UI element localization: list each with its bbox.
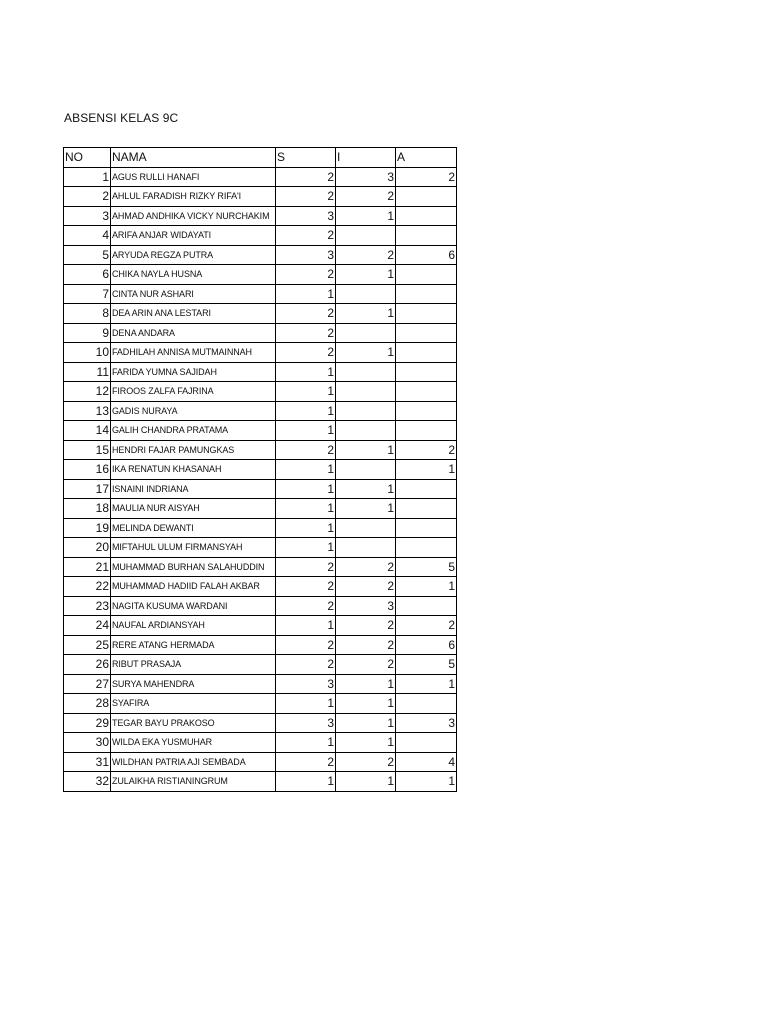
table-row: [64, 382, 457, 402]
permission-count: 2: [336, 187, 396, 207]
header-sick: S: [276, 148, 336, 168]
student-name: CINTA NUR ASHARI: [111, 284, 276, 304]
student-name: ARIFA ANJAR WIDAYATI: [111, 226, 276, 246]
absent-count: 1: [396, 772, 457, 792]
table-row: [64, 245, 457, 265]
absent-count: 2: [396, 616, 457, 636]
row-number: 25: [64, 635, 111, 655]
row-number: 3: [64, 206, 111, 226]
row-number: 2: [64, 187, 111, 207]
absent-count: 6: [396, 635, 457, 655]
absent-count: [396, 694, 457, 714]
table-row: [64, 772, 457, 792]
row-number: 24: [64, 616, 111, 636]
absent-count: [396, 479, 457, 499]
table-row: [64, 343, 457, 363]
student-name: HENDRI FAJAR PAMUNGKAS: [111, 440, 276, 460]
row-number: 4: [64, 226, 111, 246]
permission-count: 1: [336, 772, 396, 792]
permission-count: 1: [336, 206, 396, 226]
sick-count: 1: [276, 284, 336, 304]
table-row: [64, 167, 457, 187]
absent-count: [396, 323, 457, 343]
table-row: [64, 479, 457, 499]
sick-count: 2: [276, 323, 336, 343]
student-name: WILDHAN PATRIA AJI SEMBADA: [111, 752, 276, 772]
table-row: [64, 635, 457, 655]
header-name: NAMA: [111, 148, 276, 168]
permission-count: [336, 421, 396, 441]
header-row: [64, 148, 457, 168]
table-row: [64, 557, 457, 577]
table-row: [64, 577, 457, 597]
row-number: 8: [64, 304, 111, 324]
permission-count: 2: [336, 616, 396, 636]
sick-count: 2: [276, 304, 336, 324]
permission-count: [336, 284, 396, 304]
sick-count: 1: [276, 499, 336, 519]
row-number: 29: [64, 713, 111, 733]
sick-count: 2: [276, 557, 336, 577]
student-name: MUHAMMAD BURHAN SALAHUDDIN: [111, 557, 276, 577]
absent-count: [396, 304, 457, 324]
student-name: ISNAINI INDRIANA: [111, 479, 276, 499]
table-row: [64, 674, 457, 694]
row-number: 12: [64, 382, 111, 402]
header-absent: A: [396, 148, 457, 168]
absent-count: 1: [396, 577, 457, 597]
row-number: 21: [64, 557, 111, 577]
permission-count: [336, 382, 396, 402]
absent-count: 3: [396, 713, 457, 733]
sick-count: 3: [276, 245, 336, 265]
student-name: NAGITA KUSUMA WARDANI: [111, 596, 276, 616]
student-name: FIROOS ZALFA FAJRINA: [111, 382, 276, 402]
student-name: GALIH CHANDRA PRATAMA: [111, 421, 276, 441]
row-number: 7: [64, 284, 111, 304]
sick-count: 1: [276, 733, 336, 753]
row-number: 6: [64, 265, 111, 285]
table-row: [64, 440, 457, 460]
table-row: [64, 401, 457, 421]
permission-count: 2: [336, 577, 396, 597]
permission-count: [336, 226, 396, 246]
student-name: RERE ATANG HERMADA: [111, 635, 276, 655]
sick-count: 3: [276, 713, 336, 733]
row-number: 11: [64, 362, 111, 382]
table-row: [64, 187, 457, 207]
absent-count: [396, 226, 457, 246]
table-row: [64, 733, 457, 753]
permission-count: [336, 362, 396, 382]
sick-count: 2: [276, 440, 336, 460]
sick-count: 3: [276, 674, 336, 694]
table-row: [64, 304, 457, 324]
absent-count: 5: [396, 655, 457, 675]
student-name: MAULIA NUR AISYAH: [111, 499, 276, 519]
permission-count: 1: [336, 674, 396, 694]
row-number: 13: [64, 401, 111, 421]
sick-count: 2: [276, 655, 336, 675]
row-number: 17: [64, 479, 111, 499]
permission-count: 1: [336, 499, 396, 519]
student-name: WILDA EKA YUSMUHAR: [111, 733, 276, 753]
absent-count: [396, 596, 457, 616]
absent-count: [396, 518, 457, 538]
sick-count: 1: [276, 401, 336, 421]
table-row: [64, 655, 457, 675]
permission-count: 2: [336, 655, 396, 675]
student-name: RIBUT PRASAJA: [111, 655, 276, 675]
sick-count: 1: [276, 382, 336, 402]
absent-count: [396, 401, 457, 421]
row-number: 28: [64, 694, 111, 714]
table-row: [64, 284, 457, 304]
student-name: DENA ANDARA: [111, 323, 276, 343]
table-row: [64, 206, 457, 226]
absent-count: [396, 265, 457, 285]
row-number: 10: [64, 343, 111, 363]
sick-count: 2: [276, 226, 336, 246]
row-number: 1: [64, 167, 111, 187]
permission-count: [336, 323, 396, 343]
absent-count: [396, 538, 457, 558]
row-number: 15: [64, 440, 111, 460]
student-name: NAUFAL ARDIANSYAH: [111, 616, 276, 636]
sick-count: 1: [276, 518, 336, 538]
permission-count: 1: [336, 694, 396, 714]
table-row: [64, 499, 457, 519]
header-permission: I: [336, 148, 396, 168]
sick-count: 1: [276, 460, 336, 480]
student-name: FARIDA YUMNA SAJIDAH: [111, 362, 276, 382]
permission-count: 2: [336, 557, 396, 577]
table-row: [64, 518, 457, 538]
permission-count: 1: [336, 733, 396, 753]
sick-count: 1: [276, 538, 336, 558]
permission-count: 2: [336, 752, 396, 772]
table-row: [64, 362, 457, 382]
permission-count: 1: [336, 479, 396, 499]
absent-count: 2: [396, 440, 457, 460]
sick-count: 2: [276, 265, 336, 285]
table-row: [64, 616, 457, 636]
sick-count: 2: [276, 343, 336, 363]
permission-count: [336, 518, 396, 538]
row-number: 27: [64, 674, 111, 694]
absent-count: [396, 362, 457, 382]
permission-count: [336, 460, 396, 480]
permission-count: 2: [336, 245, 396, 265]
absent-count: 6: [396, 245, 457, 265]
sick-count: 2: [276, 577, 336, 597]
student-name: DEA ARIN ANA LESTARI: [111, 304, 276, 324]
permission-count: [336, 538, 396, 558]
absent-count: 2: [396, 167, 457, 187]
row-number: 20: [64, 538, 111, 558]
student-name: GADIS NURAYA: [111, 401, 276, 421]
row-number: 31: [64, 752, 111, 772]
sick-count: 3: [276, 206, 336, 226]
row-number: 16: [64, 460, 111, 480]
student-name: AHMAD ANDHIKA VICKY NURCHAKIM: [111, 206, 276, 226]
row-number: 30: [64, 733, 111, 753]
row-number: 9: [64, 323, 111, 343]
permission-count: 1: [336, 304, 396, 324]
sick-count: 1: [276, 421, 336, 441]
row-number: 23: [64, 596, 111, 616]
sick-count: 2: [276, 752, 336, 772]
sick-count: 1: [276, 772, 336, 792]
student-name: MIFTAHUL ULUM FIRMANSYAH: [111, 538, 276, 558]
student-name: AGUS RULLI HANAFI: [111, 167, 276, 187]
document-title: ABSENSI KELAS 9C: [64, 111, 179, 125]
absent-count: 5: [396, 557, 457, 577]
absent-count: [396, 343, 457, 363]
sick-count: 1: [276, 694, 336, 714]
student-name: AHLUL FARADISH RIZKY RIFA'I: [111, 187, 276, 207]
row-number: 18: [64, 499, 111, 519]
student-name: IKA RENATUN KHASANAH: [111, 460, 276, 480]
sick-count: 1: [276, 479, 336, 499]
header-no: NO: [64, 148, 111, 168]
row-number: 5: [64, 245, 111, 265]
table-row: [64, 538, 457, 558]
student-name: ZULAIKHA RISTIANINGRUM: [111, 772, 276, 792]
permission-count: 1: [336, 713, 396, 733]
absent-count: [396, 284, 457, 304]
absent-count: 1: [396, 674, 457, 694]
student-name: FADHILAH ANNISA MUTMAINNAH: [111, 343, 276, 363]
table-row: [64, 596, 457, 616]
attendance-table: [63, 147, 457, 792]
absent-count: [396, 421, 457, 441]
row-number: 26: [64, 655, 111, 675]
student-name: MELINDA DEWANTI: [111, 518, 276, 538]
absent-count: 4: [396, 752, 457, 772]
sick-count: 1: [276, 362, 336, 382]
permission-count: 3: [336, 167, 396, 187]
row-number: 14: [64, 421, 111, 441]
student-name: CHIKA NAYLA HUSNA: [111, 265, 276, 285]
table-row: [64, 460, 457, 480]
table-row: [64, 226, 457, 246]
student-name: TEGAR BAYU PRAKOSO: [111, 713, 276, 733]
sick-count: 2: [276, 187, 336, 207]
table-body: [64, 167, 457, 791]
student-name: SURYA MAHENDRA: [111, 674, 276, 694]
absent-count: [396, 187, 457, 207]
table-row: [64, 713, 457, 733]
absent-count: [396, 206, 457, 226]
sick-count: 2: [276, 635, 336, 655]
table-row: [64, 265, 457, 285]
permission-count: 1: [336, 440, 396, 460]
row-number: 22: [64, 577, 111, 597]
row-number: 32: [64, 772, 111, 792]
permission-count: 3: [336, 596, 396, 616]
sick-count: 2: [276, 596, 336, 616]
table-row: [64, 323, 457, 343]
student-name: MUHAMMAD HADIID FALAH AKBAR: [111, 577, 276, 597]
row-number: 19: [64, 518, 111, 538]
sick-count: 2: [276, 167, 336, 187]
permission-count: 1: [336, 265, 396, 285]
absent-count: [396, 733, 457, 753]
absent-count: [396, 499, 457, 519]
permission-count: 2: [336, 635, 396, 655]
table-row: [64, 752, 457, 772]
permission-count: 1: [336, 343, 396, 363]
absent-count: 1: [396, 460, 457, 480]
permission-count: [336, 401, 396, 421]
absent-count: [396, 382, 457, 402]
sick-count: 1: [276, 616, 336, 636]
table-row: [64, 694, 457, 714]
student-name: ARYUDA REGZA PUTRA: [111, 245, 276, 265]
student-name: SYAFIRA: [111, 694, 276, 714]
table-row: [64, 421, 457, 441]
